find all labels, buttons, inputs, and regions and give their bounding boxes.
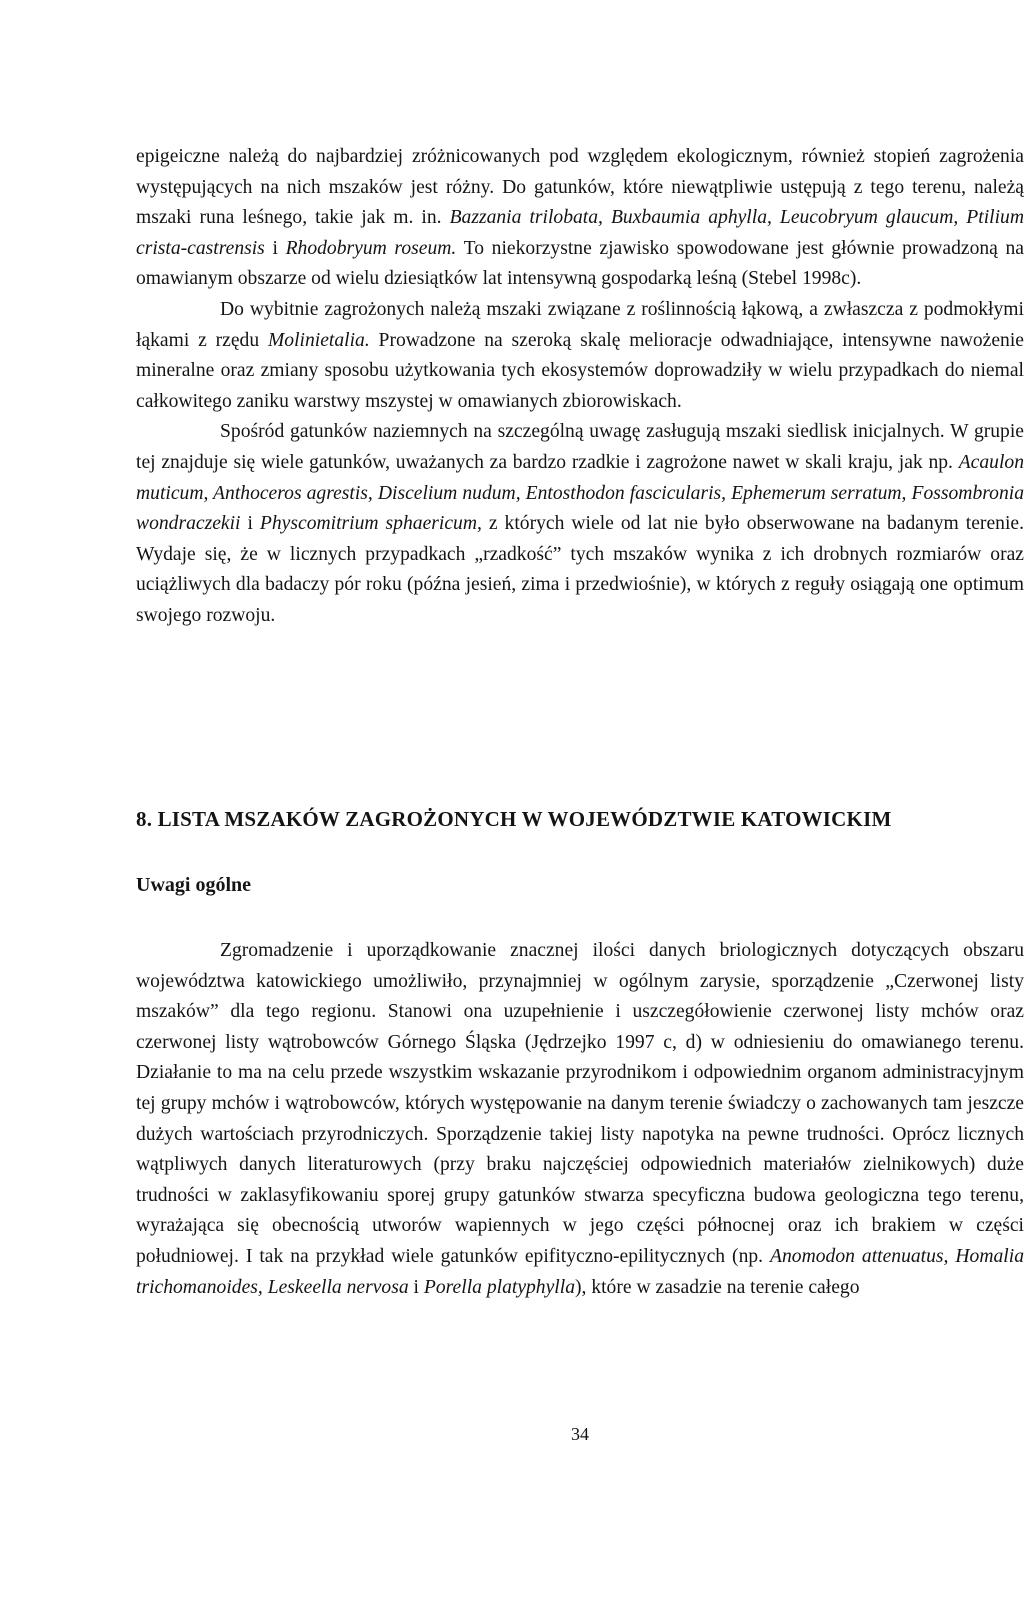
text-run: i <box>264 237 286 259</box>
italic-species-name: Acaulon muticum, Anthoceros agrestis, Discelium nudum, Entosthodon fascicularis, Ephemerum serratum, Fossombronia wondraczekii <box>136 451 1024 535</box>
italic-species-name: Porella platyphylla <box>423 1276 575 1298</box>
body-text-bottom <box>136 936 1024 1303</box>
text-run: Spośród gatunków naziemnych na szczególną uwagę zasługują mszaki siedlisk inicjalnych. W grupie tej znajduje się wiele gatunków, uważanych za bardzo rzadkie i zagrożone nawet w skali kraju, jak np. <box>136 421 1024 473</box>
body-text-top <box>136 142 1024 632</box>
text-run: z których wiele od lat nie było obserwowane na badanym terenie. Wydaje się, że w licznych przypadkach „rzadkość” tych mszaków wynika z ich drobnych rozmiarów oraz uciążliwych dla badaczy pór roku (późna jesień, zima i przedwiośnie), w których z reguły osiągają one optimum swojego rozwoju. <box>136 513 1024 626</box>
section-heading: 8. LISTA MSZAKÓW ZAGROŻONYCH W WOJEWÓDZTWIE KATOWICKIM <box>136 807 892 831</box>
italic-species-name: Physcomitrium sphaericum, <box>259 513 482 535</box>
subsection-heading: Uwagi ogólne <box>136 874 251 896</box>
paragraph <box>136 417 1024 631</box>
italic-species-name: Rhodobryum roseum. <box>285 237 457 259</box>
text-run: Prowadzone na szeroką skalę melioracje odwadniające, intensywne nawożenie mineralne oraz zmiany sposobu użytkowania tych ekosystemów doprowadziły w wielu przypadkach do niemal całkowitego zaniku warstwy mszystej w omawianych zbiorowiskach. <box>136 329 1024 412</box>
paragraph <box>136 936 1024 1303</box>
text-run: epigeiczne należą do najbardziej zróżnicowanych pod względem ekologicznym, również stopień zagrożenia występujących na nich mszaków jest różny. Do gatunków, które niewątpliwie ustępują z tego terenu, należą mszaki runa leśnego, takie jak m. in. <box>136 146 1024 229</box>
italic-species-name: Molinietalia. <box>267 329 370 351</box>
page-number: 34 <box>571 1424 589 1444</box>
document-page <box>136 142 1024 1298</box>
paragraph <box>136 295 1024 417</box>
text-run: Zgromadzenie i uporządkowanie znacznej ilości danych briologicznych dotyczących obszaru województwa katowickiego umożliwiło, przynajmniej w ogólnym zarysie, sporządzenie „Czerwonej listy mszaków” dla tego regionu. Stanowi ona uzupełnienie i uszczegółowienie czerwonej listy mchów oraz czerwonej listy wątrobowców Górnego Śląska (Jędrzejko 1997 c, d) w odniesieniu do omawianego terenu. Działanie to ma na celu przede wszystkim wskazanie przyrodnikom i odpowiednim organom administracyjnym tej grupy mchów i wątrobowców, których występowanie na danym terenie świadczy o zachowanych tam jeszcze dużych wartościach przyrodniczych. Sporządzenie takiej listy napotyka na pewne trudności. Oprócz licznych wątpliwych danych literaturowych (przy braku najczęściej odpowiednich materiałów zielnikowych) duże trudności w zaklasyfikowaniu sporej grupy gatunków stwarza specyficzna budowa geologiczna tego terenu, wyrażająca się obecnością utworów wapiennych w jego części północnej oraz ich brakiem w części południowej. I tak na przykład wiele gatunków epifityczno-epilitycznych (np. <box>136 940 1024 1267</box>
text-run: ), które w zasadzie na terenie całego <box>575 1276 860 1298</box>
paragraph <box>136 142 1024 295</box>
text-run: i <box>408 1276 424 1298</box>
italic-species-name: Anomodon attenuatus, Homalia trichomanoides, Leskeella nervosa <box>136 1245 1024 1298</box>
italic-species-name: Bazzania trilobata, Buxbaumia aphylla, Leucobryum glaucum, Ptilium crista-castrensis <box>136 207 1024 259</box>
text-run: i <box>240 513 260 535</box>
text-run: To niekorzystne zjawisko spowodowane jest głównie prowadzoną na omawianym obszarze od wielu dziesiątków lat intensywną gospodarką leśną (Stebel 1998c). <box>136 237 1024 290</box>
text-run: Do wybitnie zagrożonych należą mszaki związane z roślinnością łąkową, a zwłaszcza z podmokłymi łąkami z rzędu <box>136 298 1024 351</box>
